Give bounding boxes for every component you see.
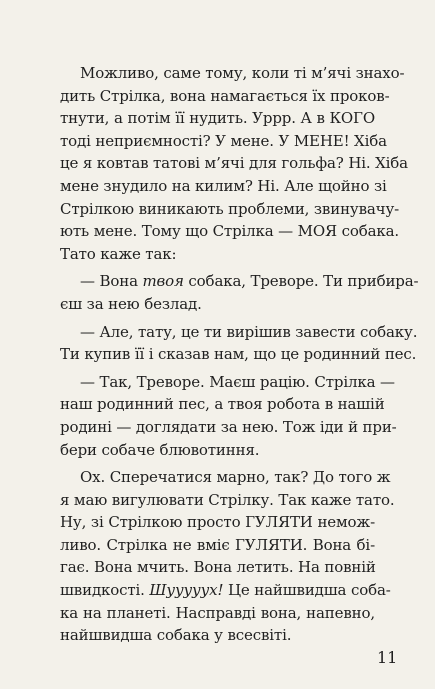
- text-line: — Так, Треворе. Маєш рацію. Стрілка —: [80, 372, 395, 391]
- text-line: [60, 602, 375, 625]
- text-line: ють мене. Тому що Стрілка — МОЯ собака.: [60, 222, 400, 241]
- text-line: мене знудило на килим? Ні. Але щойно зі: [60, 176, 387, 195]
- text-line: Можливо, саме тому, коли ті м’ячі знахо-: [80, 64, 405, 82]
- text-line: це я ковтав татові м’ячі для гольфа? Ні. Хіба: [60, 154, 408, 173]
- text-line: тоді неприємності? У мене. У МЕНЕ! Хіба: [60, 131, 387, 150]
- text-segment: Ну, зі Стрілкою просто ГУЛЯТИ немож-: [60, 513, 375, 532]
- page-number: 11: [377, 648, 398, 667]
- text-line: тнути, а потім її нудить. Уррр. А в КОГО: [60, 109, 375, 128]
- text-segment: єш за нею безлад.: [60, 294, 202, 313]
- text-line: [60, 293, 375, 316]
- paragraph-3: [60, 321, 418, 366]
- text-line: [60, 556, 375, 579]
- text-line: Ти купив її і сказав нам, що це родинний пес.: [60, 345, 417, 364]
- text-segment: ливо. Стрілка не вміє ГУЛЯТИ. Вона бі-: [60, 535, 375, 554]
- text-segment: Це найшвидша соба-: [223, 581, 391, 600]
- text-line: бери собаче блювотиння.: [60, 440, 260, 459]
- text-line: Стрілкою виникають проблеми, звинувачу-: [60, 199, 400, 218]
- text-line: [60, 489, 395, 512]
- italic-segment: Шууууух!: [149, 581, 224, 600]
- text-line: [60, 624, 375, 647]
- paragraph-4: [60, 371, 397, 461]
- text-line: [60, 579, 391, 602]
- text-line: [60, 466, 391, 489]
- text-segment: швидкості.: [60, 581, 150, 600]
- text-segment: — Вона: [80, 272, 143, 291]
- text-segment: собака, Треворе. Ти прибира-: [183, 272, 419, 291]
- text-line: Тато каже так:: [60, 244, 177, 263]
- text-line: наш родинний пес, а твоя робота в нашій: [60, 395, 385, 414]
- text-segment: Ох. Сперечатися марно, так? До того ж: [80, 468, 391, 487]
- paragraph-1: [60, 62, 408, 265]
- text-line: дить Стрілка, вона намагається їх проков-: [60, 86, 390, 105]
- text-line: [60, 270, 419, 293]
- text-line: [60, 511, 375, 534]
- paragraph-5: [60, 466, 395, 647]
- text-line: [60, 534, 375, 557]
- text-line: — Але, тату, це ти вирішив завести собаку.: [80, 322, 418, 341]
- text-segment: я маю вигулювати Стрілку. Так каже тато.: [60, 490, 395, 509]
- text-segment: найшвидша собака у всесвіті.: [60, 626, 292, 645]
- text-line: родині — доглядати за нею. Тож іди й при-: [60, 417, 397, 436]
- book-page-text: [60, 62, 419, 652]
- paragraph-2: [60, 270, 419, 315]
- italic-segment: твоя: [142, 272, 184, 291]
- text-segment: гає. Вона мчить. Вона летить. На повній: [60, 558, 376, 577]
- text-segment: ка на планеті. Насправді вона, напевно,: [60, 603, 375, 622]
